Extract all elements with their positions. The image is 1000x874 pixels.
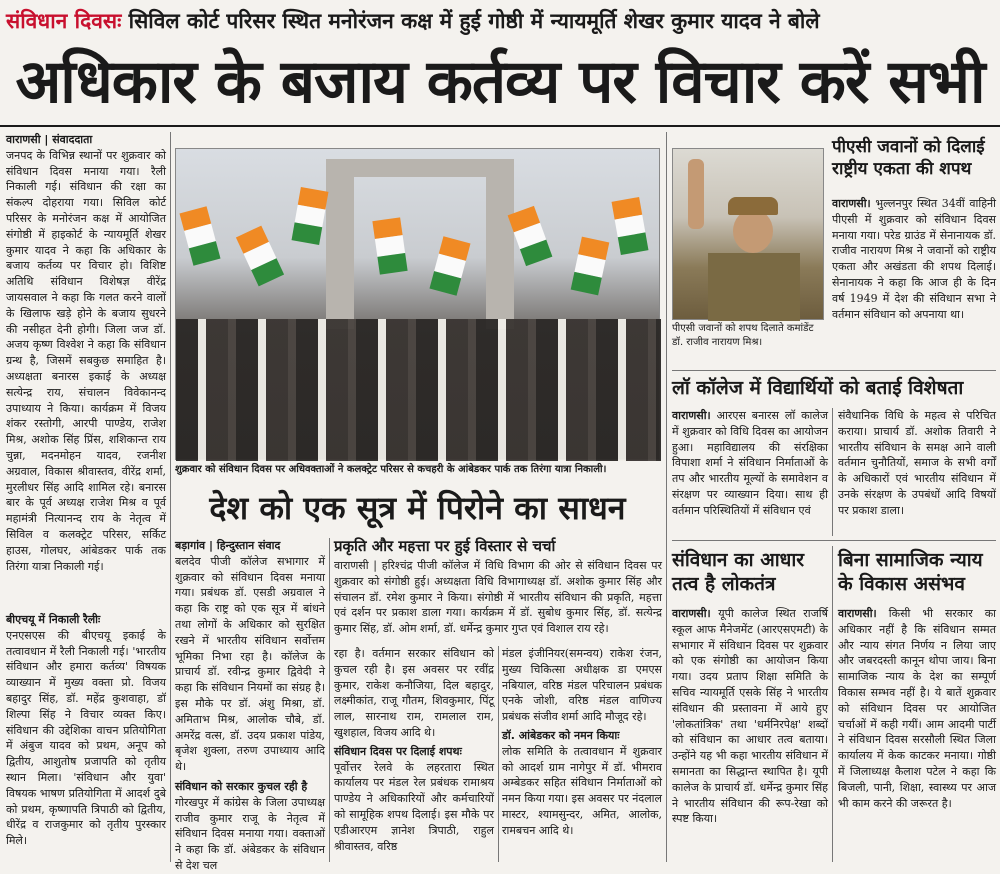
section-column-2 (334, 646, 494, 862)
article-text: गोरखपुर में कांग्रेस के जिला उपाध्यक्ष राजीव कुमार राजू के नेतृत्व में संविधान दिवस मनाया गया। वक्ताओं ने कहा कि डॉ. अंबेडकर के संविधान से देश चल (175, 795, 325, 872)
dateline: वाराणसी। (838, 607, 877, 620)
subhead: डॉ. आंबेडकर को नमन कियाः (502, 728, 620, 742)
column-rule (832, 546, 833, 862)
pac-title: पीएसी जवानों को दिलाई राष्ट्रीय एकता की शपथ (832, 137, 985, 179)
subhead: संविधान को सरकार कुचल रही है (175, 779, 308, 793)
officer-caption: पीएसी जवानों को शपथ दिलाते कमांडेंट डॉ. राजीव नारायण मिश्र। (672, 323, 814, 348)
officer-photo (672, 148, 824, 320)
left-column-lower (6, 612, 166, 862)
section-column-3 (502, 646, 662, 862)
law-column-2 (838, 408, 996, 536)
kicker-label: संविधान दिवसः (6, 9, 122, 33)
dateline: वाराणसी। (672, 409, 711, 422)
article-text: पूर्वोत्तर रेलवे के लहरतारा स्थित कार्यालय पर मंडल रेल प्रबंधक रामाश्रय पाण्डेय ने अधिकारियों और कर्मचारियों को सामूहिक शपथ दिलाई। इस मौके पर एडीआरएम ज्ञानेश त्रिपाठी, राहुल श्रीवास्तव, वरिष्ठ (334, 760, 494, 853)
left-column (6, 132, 166, 612)
social-justice-title: बिना सामाजिक न्याय के विकास असंभव (838, 549, 983, 595)
article-text: यूपी कालेज स्थित राजर्षि स्कूल आफ मैनेजमेंट (आरएसएमटी) के सभागार में संविधान दिवस पर शुक्रवार को एक संगोष्ठी का आयोजन किया गया। उदय प्रताप शिक्षा समिति के सचिव न्यायमूर्ति एसके सिंह ने भारतीय संविधान की प्रस्तावना में आये हुए 'लोकतांत्रिक' तथा 'धर्मनिरपेक्ष' शब्दों को संविधान का आधार तत्व बताया। उन्होंने यह भी कहा भारतीय संविधान में समानता का सिद्धान्त स्थापित है। यूपी कालेज के प्राचार्य डॉ. धर्मेन्द्र कुमार सिंह ने भारतीय संविधान की रूप-रेखा को स्पष्ट किया। (672, 607, 829, 826)
article-text: आरएस बनारस लॉ कालेज में शुक्रवार को विधि दिवस का आयोजन हुआ। महाविद्यालय की संरक्षिका विपाशा शर्मा ने संविधान निर्माताओं के तप और भारतीय मूल्यों के समावेशन व संरक्षण पर व्याख्यान दिया। साथ ही वर्तमान परिस्थितियों में संविधान एवं (672, 409, 828, 517)
kicker-text: सिविल कोर्ट परिसर स्थित मनोरंजन कक्ष में हुई गोष्ठी में न्यायमूर्ति शेखर कुमार यादव ने बोले (128, 9, 820, 33)
article-text: लोक समिति के तत्वावधान में शुक्रवार को आदर्श ग्राम नागेपुर में डॉ. भीमराव अम्बेडकर सहित संविधान निर्माताओं को नमन किया गया। इस अवसर पर नंदलाल मास्टर, श्यामसुन्दर, अमित, आलोक, रामबचन आदि थे। (502, 744, 662, 837)
section-subheadline: प्रकृति और महत्ता पर हुई विस्तार से चर्चा (334, 537, 556, 555)
article-text: वाराणसी | हरिश्चंद्र पीजी कॉलेज में विधि विभाग की ओर से संविधान दिवस पर शुक्रवार को संगोष्ठी हुई। अध्यक्षता विधि विभागाध्यक्ष डॉ. अशोक कुमार सिंह और संचालन डॉ. रमेश कुमार ने किया। संगोष्ठी में भारतीय संविधान की प्रकृति, महत्ता एवं दर्शन पर प्रकाश डाला गया। कार्यक्रम में डॉ. सुबोध कुमार सिंह, डॉ. सत्येन्द्र कुमार सिंह, डॉ. ओम शर्मा, डॉ. धर्मेन्द्र कुमार गुप्त एवं विशाल राय रहे। (334, 559, 662, 636)
rally-photo (175, 148, 660, 460)
dateline: बड़ागांव | हिन्दुस्तान संवाद (175, 539, 281, 552)
main-headline: अधिकार के बजाय कर्तव्य पर विचार करें सभी (15, 47, 985, 117)
photo-caption: शुक्रवार को संविधान दिवस पर अधिवक्ताओं ने कलक्ट्रेट परिसर से कचहरी के आंबेडकर पार्क तक तिरंगा यात्रा निकाली। (175, 464, 607, 475)
democracy-title: संविधान का आधार तत्व है लोकतंत्र (672, 549, 805, 595)
democracy-article (672, 606, 828, 862)
wide-article (334, 558, 662, 642)
article-text: भुल्लनपुर स्थित 34वीं वाहिनी पीएसी में शुक्रवार को संविधान दिवस मनाया गया। परेड ग्राउंड में सेनानायक डॉ. राजीव नारायण मिश्र ने जवानों को राष्ट्रीय एकता और अखंडता की शपथ दिलाई। सेनानायक ने कहा कि आज ही के दिन वर्ष 1949 में देश की संविधान सभा ने वर्तमान संविधान को अपनाया था। (832, 197, 996, 321)
dateline: वाराणसी। (832, 197, 871, 210)
column-rule (498, 646, 499, 862)
subhead: संविधान दिवस पर दिलाई शपथः (334, 744, 462, 758)
law-column-1 (672, 408, 828, 536)
column-rule (170, 132, 171, 862)
article-text: किसी भी सरकार का अधिकार नहीं है कि संविधान सम्मत और न्याय संगत निर्णय न लिया जाए और जबरदस्ती कानून थोपा जाय। बिना सामाजिक न्याय के देश का सम्पूर्ण विकास सम्भव नहीं है। ये बातें शुक्रवार को संविधान दिवस पर आयोजित चर्चाओं में कही गयीं। आम आदमी पार्टी ने संविधान दिवस सरसौली स्थित जिला कार्यालय में केक काटकर मनाया। गोष्ठी में जिलाध्यक्ष कैलाश पटेल ने कहा कि बिजली, पानी, शिक्षा, स्वास्थ्य पर आज भी काम करने की जरूरत है। (838, 607, 997, 810)
article-text: मंडल इंजीनियर(समन्वय) राकेश रंजन, मुख्य चिकित्सा अधीक्षक डा एमएस नबियाल, वरिष्ठ मंडल परिचालन प्रबंधक एनके जोशी, वरिष्ठ मंडल वाणिज्य प्रबंधक संजीव शर्मा आदि मौजूद रहे। (502, 647, 662, 724)
section-column-1 (175, 538, 325, 872)
column-rule (666, 132, 667, 862)
article-text: एनएसएस की बीएचयू इकाई के तत्वावधान में रैली निकाली गई। 'भारतीय संविधान और हमारा कर्तव्य' विषयक व्याख्यान में मुख्य वक्ता प्रो. विजय बहादुर सिंह, डॉ. महेंद्र कुशवाहा, डॉ शिल्पा सिंह ने विचार व्यक्त किए। संविधान की उद्देशिका वाचन प्रतियोगिता में अंबुज यादव को प्रथम, अनूप को द्वितीय, आशुतोष प्रजापति को तृतीय स्थान मिला। 'संविधान और युवा' विषयक भाषण प्रतियोगिता में आदर्श दुबे को प्रथम, कृष्णापति त्रिपाठी को द्वितीय, धीरेंद्र व राजकुमार को तृतीय पुरस्कार मिले। (6, 628, 166, 848)
pac-article (832, 196, 996, 366)
subhead: बीएचयू में निकाली रैलीः (6, 613, 101, 626)
divider (0, 125, 1000, 127)
social-justice-article (838, 606, 996, 862)
kicker-line (6, 4, 996, 38)
divider (672, 540, 996, 541)
divider (672, 370, 996, 371)
column-rule (832, 408, 833, 536)
dateline: वाराणसी | संवाददाता (6, 133, 93, 146)
dateline: वाराणसी। (672, 607, 711, 620)
column-rule (329, 538, 330, 862)
law-title: लॉ कॉलेज में विद्यार्थियों को बताई विशेषता (672, 377, 964, 399)
section-headline: देश को एक सूत्र में पिरोने का साधन (209, 489, 626, 527)
article-text: बलदेव पीजी कॉलेज सभागार में शुक्रवार को संविधान दिवस मनाया गया। प्रबंधक डॉ. एसडी अग्रवाल ने कहा कि राष्ट्र को एक सूत्र में बांधने तथा लोगों के अधिकार को सुरक्षित रखने में भारतीय संविधान सर्वोत्तम भूमिका निभा रहा है। कॉलेज के प्राचार्य डॉ. रवीन्द्र कुमार द्विवेदी ने कहा कि संविधान नियमों का संग्रह है। इस मौके पर डॉ. अंशु मिश्रा, डॉ. अमिताभ मिश्र, आलोक चौबे, डॉ. अमरेंद्र वत्स, डॉ. उदय प्रकाश पांडेय, बृजेश शुक्ला, तरुण उपाध्याय आदि थे। (175, 554, 325, 774)
article-text: जनपद के विभिन्न स्थानों पर शुक्रवार को संविधान दिवस मनाया गया। रैली निकाली गई। संविधान की रक्षा का संकल्प दोहराया गया। सिविल कोर्ट परिसर के मनोरंजन कक्ष में आयोजित संगोष्ठी में हाइकोर्ट के न्यायमूर्ति शेखर कुमार यादव ने कहा कि अधिकार के बजाय कर्तव्य पर विचार हो। विशिष्ट अतिथि संविधान विशेषज्ञ वीरेंद्र जायसवाल ने कहा कि गलत करने वालों के खिलाफ खड़े होने के बजाय सुधरने की नसीहत देनी होगी। जिला जज डॉ. अजय कृष्ण विश्वेश ने कहा कि संविधान ग्रन्थ है, जिसमें सबकुछ समाहित है। अध्यक्षता बनारस इकाई के अध्यक्ष सत्येन्द्र राय, संचालन विवेकानन्द उपाध्याय ने किया। कार्यक्रम में विजय शंकर रस्तोगी, आरपी पाण्डेय, राजेश मिश्र, अशोक सिंह प्रिंस, शशिकान्त राय चुन्ना, मदनमोहन यादव, रजनीश अग्रवाल, विकास श्रीवास्तव, वीरेंद्र शर्मा, मुरलीधर सिंह आदि शामिल रहे। बनारस बार के पूर्व अध्यक्ष राजेश मिश्र व पूर्व महामंत्री नित्यानन्द राय के नेतृत्व में सिविल व कलक्ट्रेट परिसर, सर्किट हाउस, गोलघर, आंबेडकर पार्क तक तिरंगा यात्रा निकाली गई। (6, 148, 166, 573)
article-text: संवैधानिक विधि के महत्व से परिचित कराया। प्राचार्य डॉ. अशोक तिवारी ने भारतीय संविधान के समक्ष आने वाली वर्तमान चुनौतियों, समाज के सभी वर्गों के अधिकारों एवं भारतीय संविधान में उनके संरक्षण के उपबंधों आदि विषयों पर प्रकाश डाला। (838, 409, 996, 517)
article-text: रहा है। वर्तमान सरकार संविधान को कुचल रही है। इस अवसर पर रवींद्र कुमार, राकेश कनौजिया, दिल बहादुर, लक्ष्मीकांत, राजू गौतम, शिवकुमार, पिंटू लाल, सारनाथ राम, रामलाल राम, खुशहाल, विजय आदि थे। (334, 647, 494, 739)
